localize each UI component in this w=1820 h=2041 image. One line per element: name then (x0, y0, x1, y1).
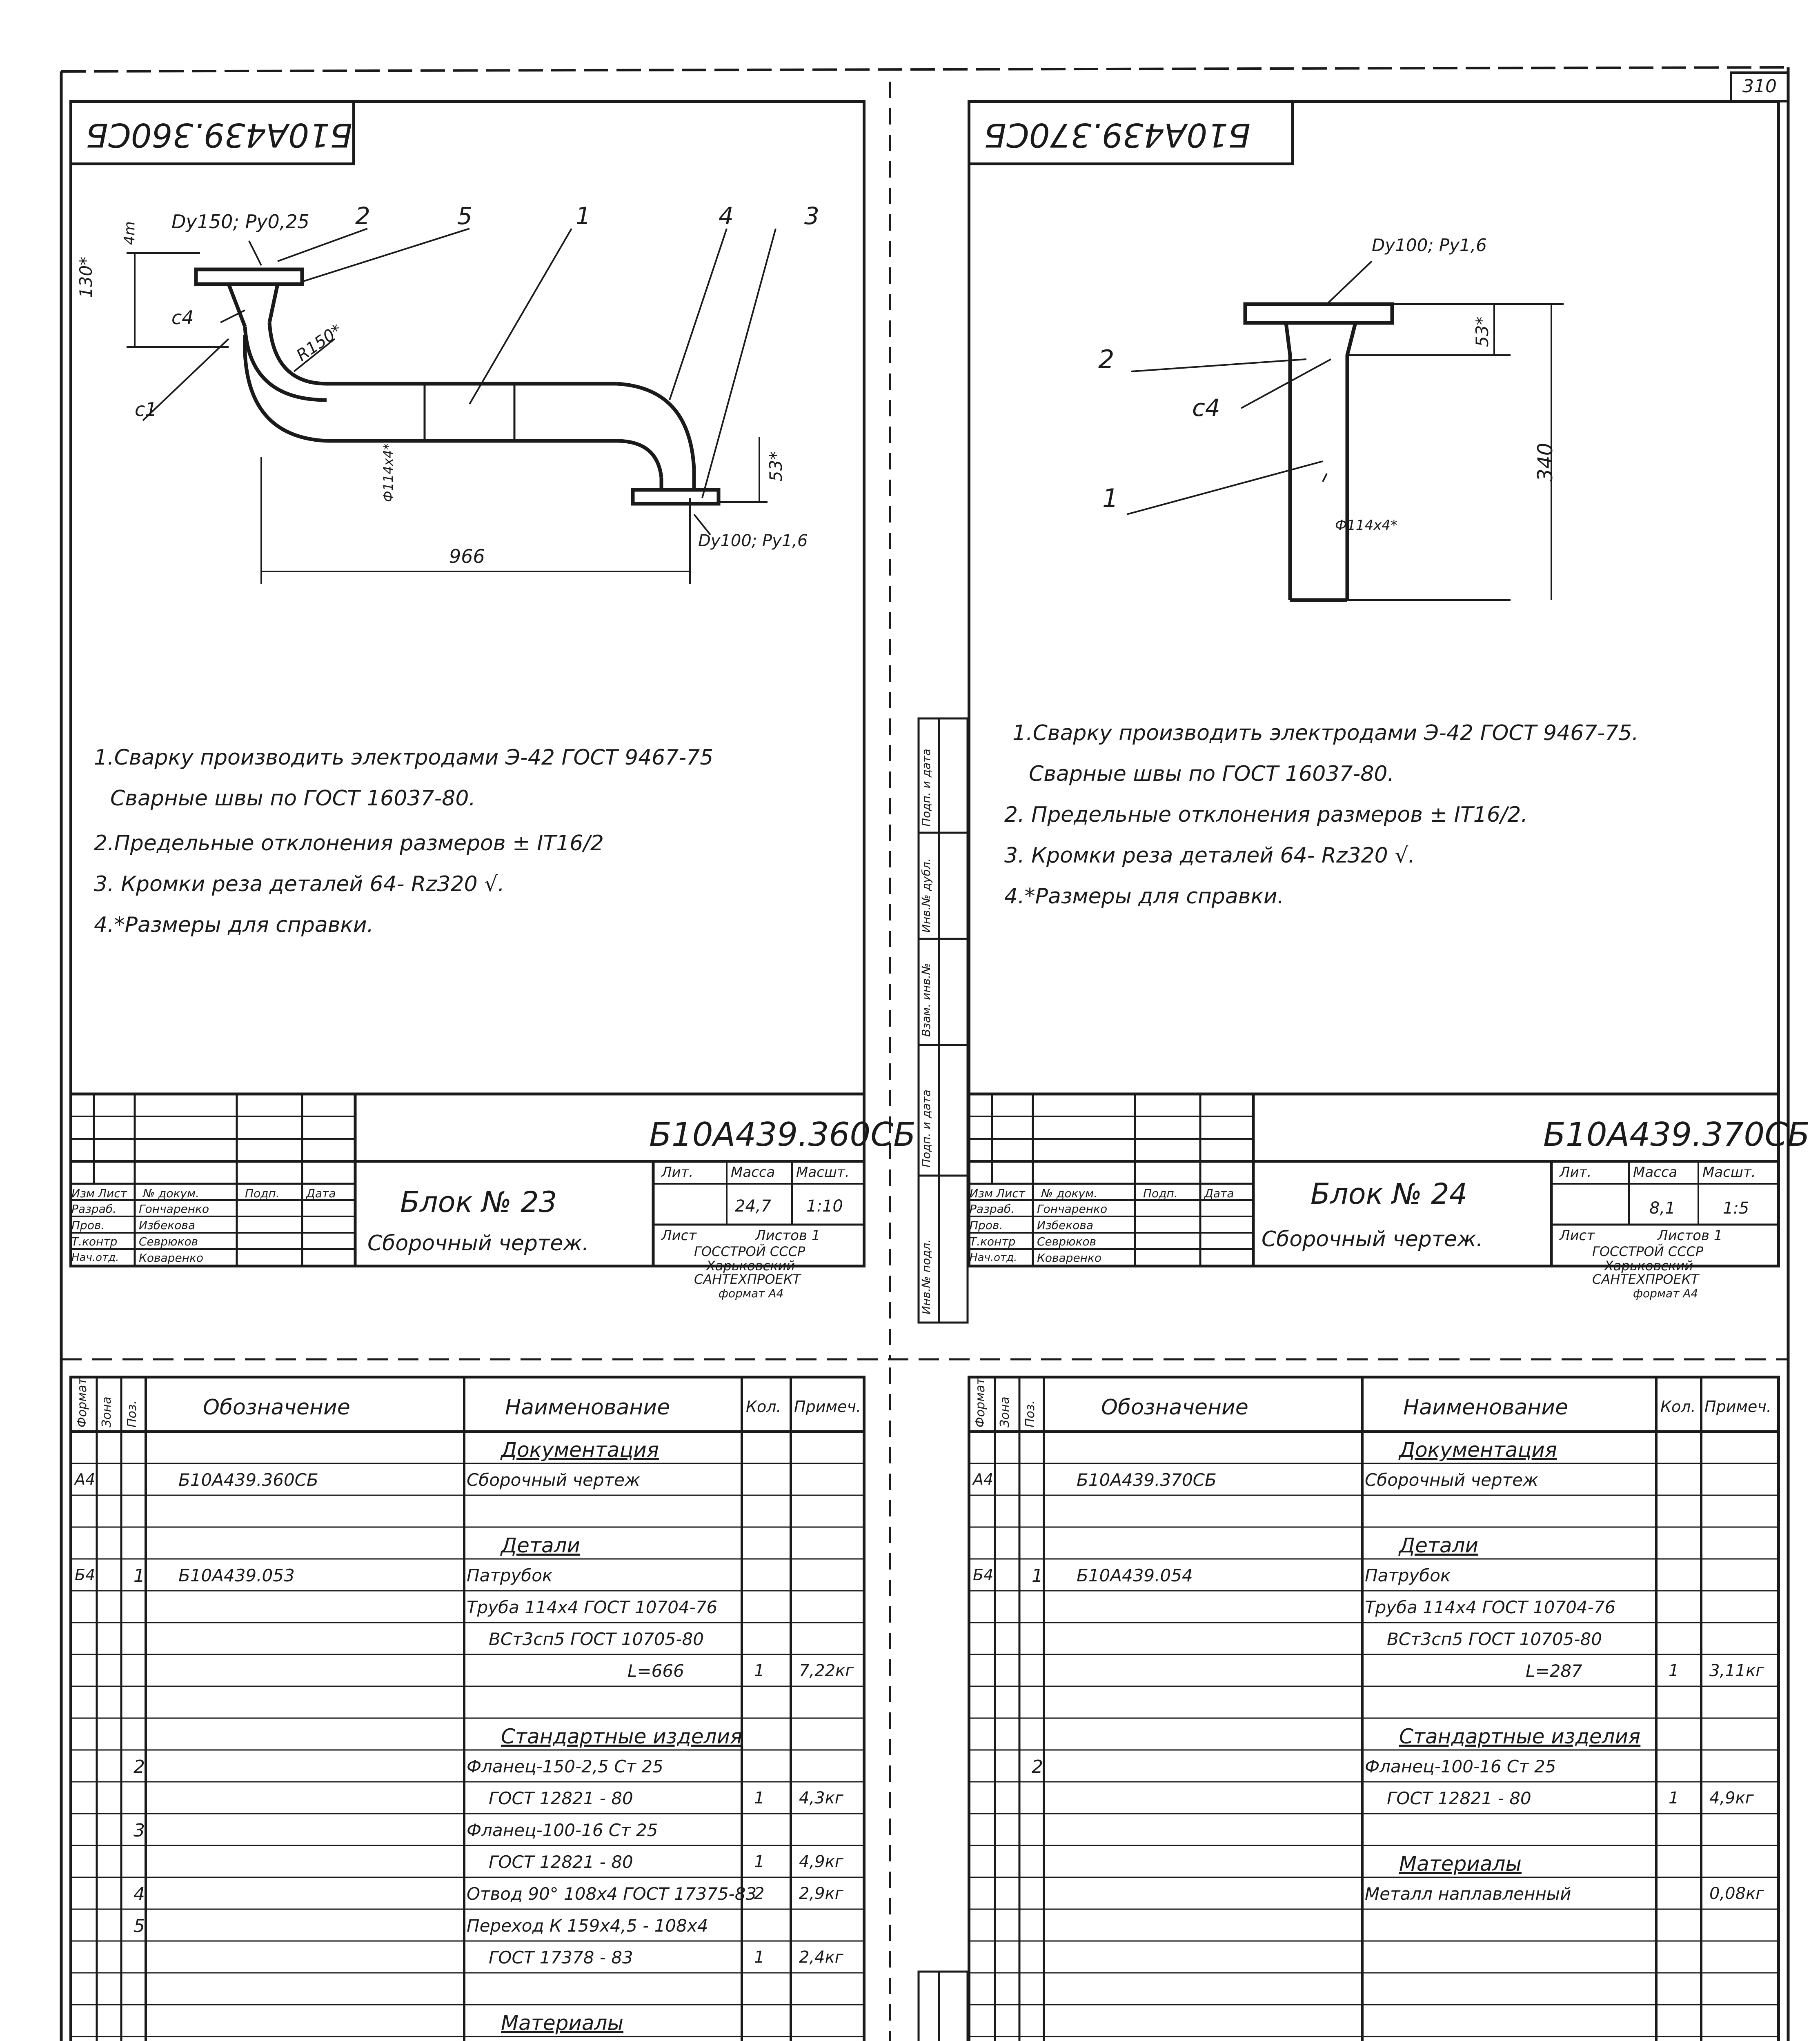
head-zona: Зона (998, 1396, 1012, 1427)
row-oboznachenie: Б10А439.053 (178, 1565, 295, 1585)
note-370-3: 3. Кромки реза деталей 64- Rz320 √. (1004, 843, 1415, 868)
row-kol: 2 (754, 1884, 765, 1903)
row-primech: 0,08кг (1709, 1884, 1764, 1903)
lit-head-370sb: Лит. (1560, 1164, 1592, 1181)
row-naimenovanie: ГОСТ 17378 - 83 (489, 1948, 633, 1968)
dim-c4-370: с4 (1192, 394, 1220, 422)
row-primech: 4,9кг (1709, 1789, 1754, 1808)
mass-head-360sb: Масса (731, 1164, 775, 1181)
head-oboznachenie: Обозначение (1101, 1395, 1248, 1420)
head-dokum: № докум. (143, 1187, 200, 1200)
row-kol: 1 (1669, 1661, 1679, 1680)
subtitle-360sb: Сборочный чертеж. (367, 1231, 589, 1256)
org-360sb-2: Харьковский (706, 1258, 795, 1274)
head-kol: Кол. (746, 1398, 781, 1416)
row-naimenovanie: L=287 (1526, 1661, 1582, 1681)
section-heading: Детали (1399, 1534, 1479, 1557)
row-kol: 1 (754, 1789, 765, 1808)
designation-370sb: Б10А439.370СБ (1543, 1116, 1810, 1154)
row-kol: 1 (754, 1948, 765, 1967)
head-podp-370: Подп. (1143, 1187, 1178, 1200)
row-primech: 2,9кг (799, 1884, 843, 1903)
scale-360sb: 1:10 (806, 1197, 843, 1216)
row-poz: 5 (133, 1916, 145, 1937)
head-kol: Кол. (1660, 1398, 1696, 1416)
name-prov: Избекова (139, 1218, 196, 1232)
row-kol: 1 (1669, 1789, 1679, 1808)
side-label-vzam: Взам. инв.№ (919, 963, 933, 1037)
callout-2: 2 (355, 202, 370, 230)
side-label-podp2: Подп. и дата (919, 749, 933, 827)
callout-5: 5 (457, 202, 472, 230)
role-tkontr: Т.контр (71, 1235, 118, 1248)
head-data-370: Дата (1204, 1187, 1234, 1200)
dim-4m: 4m (121, 221, 138, 245)
dim-dy100-370: Dу100; Pу1,6 (1372, 235, 1487, 255)
name-razrab: Гончаренко (139, 1202, 209, 1216)
row-naimenovanie: Сборочный чертеж (467, 1470, 640, 1490)
section-heading: Документация (1399, 1438, 1557, 1462)
row-naimenovanie: Патрубок (1365, 1565, 1451, 1585)
page-number: 310 (1742, 76, 1777, 97)
row-primech: 4,3кг (799, 1789, 843, 1808)
org-370sb-3: САНТЕХПРОЕКТ (1592, 1272, 1699, 1287)
row-poz: 4 (133, 1884, 145, 1905)
callout-1: 1 (576, 202, 591, 230)
head-poz: Поз. (125, 1400, 139, 1427)
name-nachotd: Коваренко (139, 1251, 204, 1265)
callout-2-370: 2 (1098, 345, 1115, 374)
callout-3: 3 (804, 202, 819, 230)
head-izm-370: Изм (970, 1187, 993, 1200)
head-primech: Примеч. (1704, 1398, 1771, 1416)
head-zona: Зона (100, 1396, 114, 1427)
section-heading: Стандартные изделия (501, 1725, 743, 1748)
head-oboznachenie: Обозначение (203, 1395, 350, 1420)
mirror-designation-370: Б10А439.370СБ (984, 116, 1250, 154)
note-2: 2.Предельные отклонения размеров ± IT16/2 (94, 831, 604, 856)
dim-966: 966 (449, 545, 485, 567)
name-razrab-370: Гончаренко (1037, 1202, 1108, 1216)
row-naimenovanie: ВСт3сп5 ГОСТ 10705-80 (489, 1629, 704, 1649)
role-prov: Пров. (71, 1218, 105, 1232)
dim-c4: с4 (171, 307, 194, 329)
row-primech: 4,9кг (799, 1852, 843, 1871)
sheet-label-360sb: Лист (661, 1227, 697, 1244)
head-format: Формат (75, 1378, 89, 1427)
mass-370sb: 8,1 (1649, 1199, 1675, 1218)
row-primech: 7,22кг (799, 1661, 854, 1680)
dim-c1: с1 (135, 398, 157, 420)
row-oboznachenie: Б10А439.360СБ (178, 1470, 318, 1490)
dim-53-370: 53* (1472, 316, 1492, 347)
head-dokum-370: № докум. (1041, 1187, 1098, 1200)
row-naimenovanie: L=666 (627, 1661, 684, 1681)
role-razrab: Разраб. (71, 1202, 117, 1216)
row-poz: 2 (1032, 1756, 1043, 1777)
note-1b: Сварные швы по ГОСТ 16037-80. (110, 786, 476, 811)
mass-head-370sb: Масса (1633, 1164, 1678, 1181)
section-heading: Материалы (501, 2011, 623, 2035)
org-370sb-1: ГОССТРОЙ СССР (1592, 1244, 1704, 1259)
row-naimenovanie: ГОСТ 12821 - 80 (489, 1852, 633, 1872)
designation-360sb: Б10А439.360СБ (649, 1116, 916, 1154)
head-format: Формат (973, 1378, 988, 1427)
format-360sb: формат А4 (719, 1287, 784, 1300)
dim-dy100-360: Dу100; Pу1,6 (698, 531, 808, 550)
row-poz: 1 (1032, 1565, 1043, 1586)
row-format: Б4 (973, 1566, 994, 1584)
subtitle-370sb: Сборочный чертеж. (1262, 1227, 1483, 1252)
row-naimenovanie: Металл наплавленный (1365, 1884, 1571, 1904)
row-poz: 1 (133, 1565, 145, 1586)
dim-130: 130* (76, 256, 96, 298)
dim-dy150: Dу150; Pу0,25 (171, 211, 309, 233)
note-370-2: 2. Предельные отклонения размеров ± IT16/2. (1004, 803, 1528, 827)
head-podp: Подп. (245, 1187, 280, 1200)
note-4: 4.*Размеры для справки. (94, 913, 374, 937)
lit-head-360sb: Лит. (661, 1164, 694, 1181)
row-naimenovanie: Фланец-150-2,5 Ст 25 (467, 1756, 663, 1776)
spec-table-360 (69, 1376, 866, 2041)
row-naimenovanie: ГОСТ 12821 - 80 (1387, 1788, 1531, 1808)
sheet-label-370sb: Лист (1560, 1227, 1595, 1244)
row-primech: 3,11кг (1709, 1661, 1764, 1680)
row-naimenovanie: Труба 114х4 ГОСТ 10704-76 (1365, 1597, 1616, 1617)
side-label-dubl: Инв.№ дубл. (919, 858, 933, 933)
dim-340: 340 (1533, 442, 1557, 482)
title-370sb: Блок № 24 (1310, 1177, 1468, 1211)
role-prov-370: Пров. (970, 1218, 1003, 1232)
role-nachotd-370: Нач.отд. (970, 1252, 1017, 1264)
head-primech: Примеч. (794, 1398, 861, 1416)
row-format: А4 (75, 1470, 96, 1488)
row-naimenovanie: Переход К 159х4,5 - 108х4 (467, 1916, 708, 1936)
row-poz: 3 (133, 1820, 145, 1841)
role-tkontr-370: Т.контр (970, 1235, 1016, 1248)
name-prov-370: Избекова (1037, 1218, 1094, 1232)
row-naimenovanie: Фланец-100-16 Ст 25 (467, 1820, 658, 1840)
spec-table-370 (968, 1376, 1780, 2041)
note-370-1b: Сварные швы по ГОСТ 16037-80. (1029, 762, 1394, 786)
row-naimenovanie: Патрубок (467, 1565, 553, 1585)
side-label-inv: Инв.№ подл. (919, 1239, 933, 1314)
head-poz: Поз. (1023, 1400, 1037, 1427)
scale-head-360sb: Масшт. (796, 1164, 850, 1181)
mirror-designation-360: Б10А439.360СБ (86, 116, 352, 154)
head-data: Дата (306, 1187, 336, 1200)
role-nachotd: Нач.отд. (71, 1252, 119, 1264)
mass-360sb: 24,7 (735, 1197, 772, 1216)
dim-pipe-360: Ф114х4* (380, 443, 396, 502)
scale-370sb: 1:5 (1723, 1199, 1749, 1218)
row-naimenovanie: Отвод 90° 108х4 ГОСТ 17375-83 (467, 1884, 757, 1904)
row-format: А4 (973, 1470, 994, 1488)
head-list-370: Лист (996, 1187, 1025, 1200)
dim-53-360: 53* (766, 451, 786, 482)
org-360sb-3: САНТЕХПРОЕКТ (694, 1272, 801, 1287)
row-naimenovanie: Труба 114х4 ГОСТ 10704-76 (467, 1597, 718, 1617)
head-list: Лист (98, 1187, 127, 1200)
row-format: Б4 (75, 1566, 96, 1584)
row-naimenovanie: ГОСТ 12821 - 80 (489, 1788, 633, 1808)
title-360sb: Блок № 23 (400, 1185, 557, 1219)
name-nachotd-370: Коваренко (1037, 1251, 1102, 1265)
dim-pipe-370: Ф114х4* (1335, 517, 1397, 534)
row-oboznachenie: Б10А439.370СБ (1077, 1470, 1217, 1490)
row-kol: 1 (754, 1661, 765, 1680)
org-370sb-2: Харьковский (1604, 1258, 1693, 1274)
section-heading: Стандартные изделия (1399, 1725, 1641, 1748)
dim-r150: R150* (293, 320, 346, 365)
section-heading: Материалы (1399, 1852, 1522, 1876)
row-kol: 1 (754, 1852, 765, 1871)
name-tkontr-370: Севрюков (1037, 1235, 1097, 1248)
note-370-1: 1.Сварку производить электродами Э-42 ГОСТ 9467-75. (1012, 721, 1639, 745)
role-razrab-370: Разраб. (970, 1202, 1015, 1216)
head-naimenovanie: Наименование (1403, 1395, 1569, 1420)
row-naimenovanie: Фланец-100-16 Ст 25 (1365, 1756, 1556, 1776)
row-naimenovanie: Сборочный чертеж (1365, 1470, 1538, 1490)
note-3: 3. Кромки реза деталей 64- Rz320 √. (94, 872, 505, 896)
sheets-370sb: Листов 1 (1658, 1227, 1723, 1244)
section-heading: Документация (501, 1438, 659, 1462)
name-tkontr: Севрюков (139, 1235, 198, 1248)
format-370sb: формат А4 (1633, 1287, 1698, 1300)
scale-head-370sb: Масшт. (1702, 1164, 1756, 1181)
note-370-4: 4.*Размеры для справки. (1004, 884, 1284, 909)
row-naimenovanie: ВСт3сп5 ГОСТ 10705-80 (1387, 1629, 1602, 1649)
note-1: 1.Сварку производить электродами Э-42 ГОСТ 9467-75 (94, 745, 714, 770)
side-label-podp1: Подп. и дата (919, 1089, 933, 1167)
head-izm: Изм (71, 1187, 95, 1200)
head-naimenovanie: Наименование (505, 1395, 670, 1420)
sheets-360sb: Листов 1 (755, 1227, 821, 1244)
org-360sb-1: ГОССТРОЙ СССР (694, 1244, 805, 1259)
callout-4: 4 (719, 202, 734, 230)
section-heading: Детали (501, 1534, 581, 1557)
row-primech: 2,4кг (799, 1948, 843, 1967)
row-oboznachenie: Б10А439.054 (1077, 1565, 1193, 1585)
callout-1-370: 1 (1102, 483, 1119, 513)
row-poz: 2 (133, 1756, 145, 1777)
